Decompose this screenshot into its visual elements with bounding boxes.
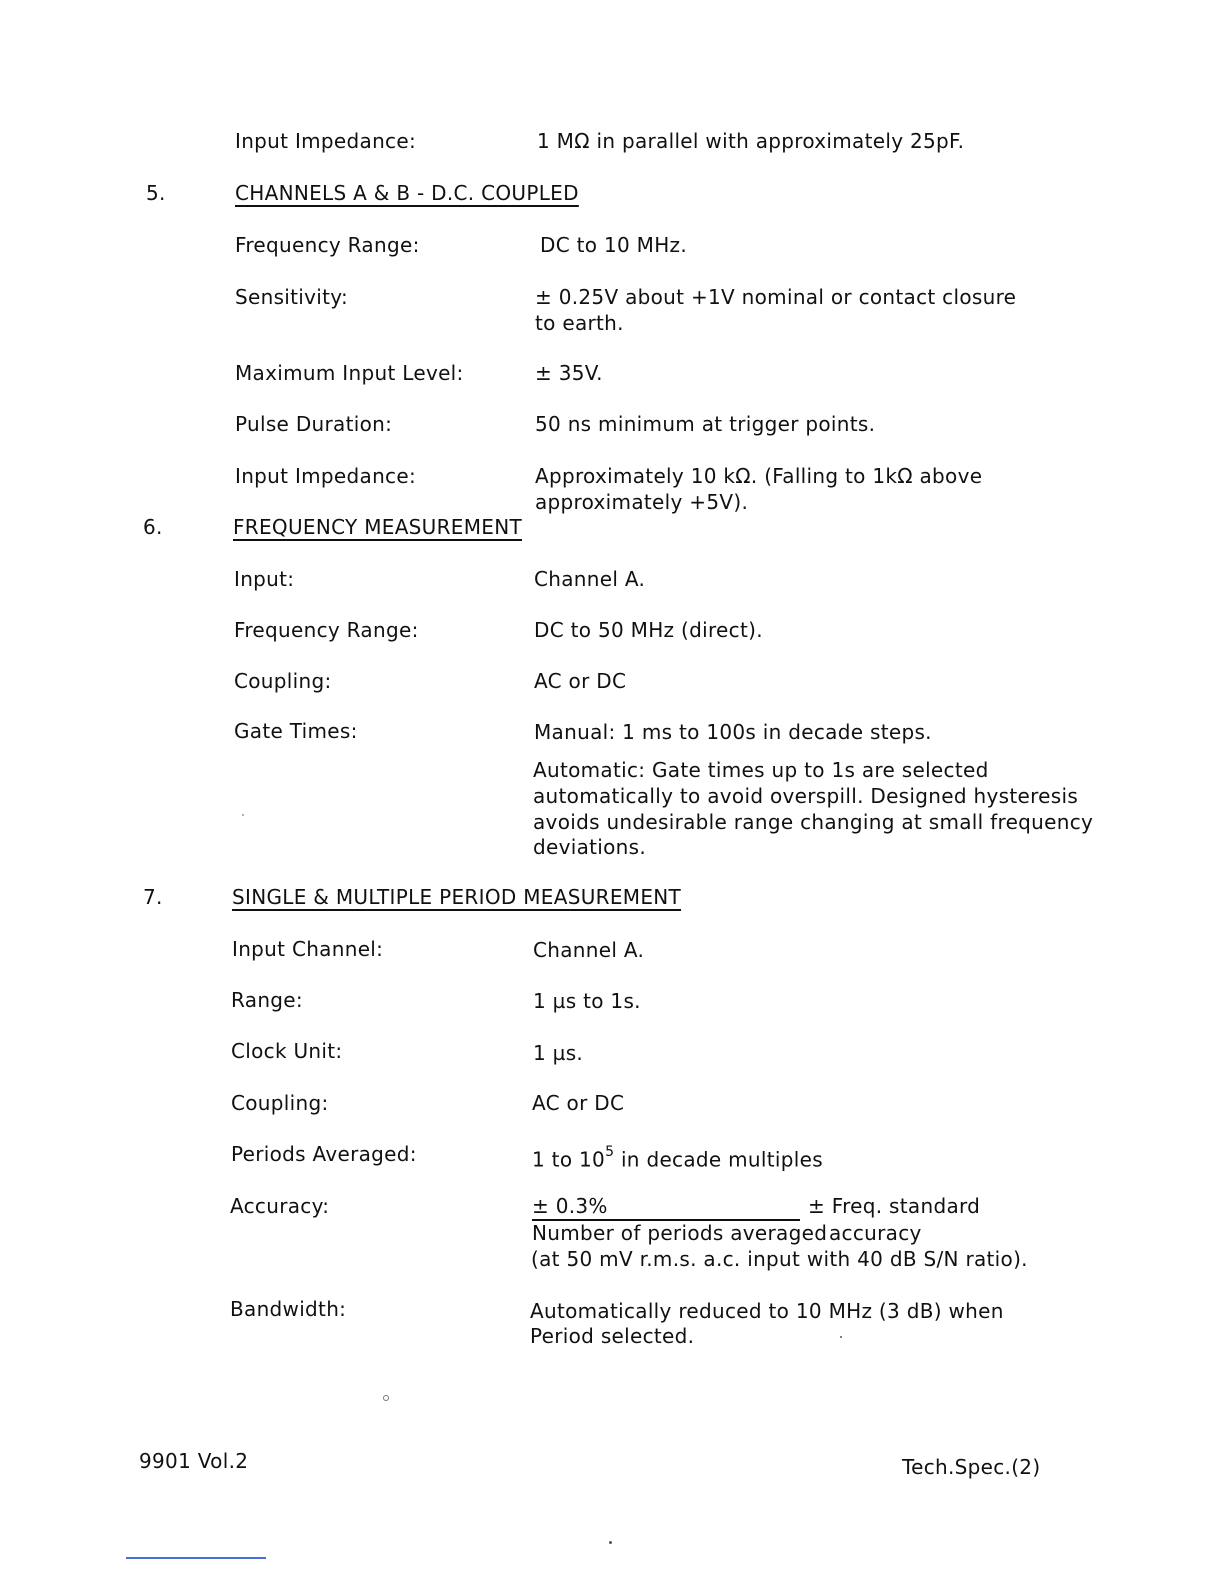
value-input-impedance: Approximately 10 kΩ. (Falling to 1kΩ above: [535, 464, 983, 488]
scan-speck: [609, 1541, 612, 1544]
accuracy-freq-standard: ± Freq. standard: [808, 1194, 981, 1218]
label-input: Input:: [234, 567, 295, 591]
label-input-impedance-top: Input Impedance:: [235, 129, 416, 153]
scan-speck: [840, 1336, 842, 1338]
periods-exponent: 5: [605, 1144, 615, 1160]
label-input-channel: Input Channel:: [232, 937, 384, 961]
accuracy-numerator-text: ± 0.3%: [532, 1193, 800, 1221]
section-heading-6: FREQUENCY MEASUREMENT: [233, 515, 523, 539]
label-input-impedance: Input Impedance:: [235, 464, 416, 488]
footer-page-ref: Tech.Spec.(2): [902, 1455, 1041, 1479]
label-periods-averaged: Periods Averaged:: [231, 1142, 417, 1166]
label-clock-unit: Clock Unit:: [231, 1039, 343, 1063]
accuracy-denominator: Number of periods averaged: [532, 1221, 828, 1245]
label-max-input-level: Maximum Input Level:: [235, 361, 464, 385]
gate-times-automatic-line-1: Automatic: Gate times up to 1s are selected: [533, 758, 989, 782]
label-accuracy: Accuracy:: [230, 1194, 330, 1218]
value-frequency-range: DC to 10 MHz.: [540, 233, 688, 257]
gate-times-automatic-line-2: automatically to avoid overspill. Designed hysteresis: [533, 784, 1079, 808]
value-input-channel: Channel A.: [533, 938, 645, 962]
label-sensitivity: Sensitivity:: [235, 285, 349, 309]
value-input: Channel A.: [534, 567, 646, 591]
value-periods-averaged: [532, 1142, 823, 1173]
section-number-7: 7.: [143, 885, 163, 909]
value-max-input-level: ± 35V.: [535, 361, 603, 385]
blue-rule: [126, 1557, 266, 1559]
accuracy-note: (at 50 mV r.m.s. a.c. input with 40 dB S/N ratio).: [531, 1247, 1028, 1271]
scan-speck: [242, 814, 244, 816]
value-sensitivity: ± 0.25V about +1V nominal or contact closure: [535, 285, 1017, 309]
periods-suffix: in decade multiples: [614, 1147, 823, 1172]
periods-base: 1 to 10: [532, 1147, 606, 1172]
label-range: Range:: [231, 988, 303, 1012]
value-sensitivity-cont: to earth.: [535, 311, 624, 335]
label-pulse-duration: Pulse Duration:: [235, 412, 393, 436]
value-coupling-6: AC or DC: [534, 669, 627, 693]
value-range: 1 µs to 1s.: [533, 989, 641, 1013]
value-coupling-7: AC or DC: [532, 1091, 625, 1115]
gate-times-automatic-line-4: deviations.: [533, 835, 647, 859]
value-input-impedance-top: 1 MΩ in parallel with approximately 25pF.: [537, 129, 965, 153]
value-clock-unit: 1 µs.: [533, 1041, 584, 1065]
value-bandwidth: Automatically reduced to 10 MHz (3 dB) when: [530, 1299, 1004, 1323]
value-gate-times-manual: Manual: 1 ms to 100s in decade steps.: [534, 720, 932, 744]
label-frequency-range: Frequency Range:: [235, 233, 420, 257]
label-frequency-range-6: Frequency Range:: [234, 618, 419, 642]
label-gate-times: Gate Times:: [234, 719, 358, 743]
gate-times-automatic-line-3: avoids undesirable range changing at small frequency: [533, 810, 1094, 834]
value-bandwidth-cont: Period selected.: [530, 1324, 695, 1348]
section-number-6: 6.: [143, 515, 163, 539]
value-frequency-range-6: DC to 50 MHz (direct).: [534, 618, 763, 642]
label-bandwidth: Bandwidth:: [230, 1297, 347, 1321]
value-pulse-duration: 50 ns minimum at trigger points.: [535, 412, 876, 436]
value-input-impedance-cont: approximately +5V).: [535, 490, 749, 514]
label-coupling-6: Coupling:: [234, 669, 332, 693]
section-number-5: 5.: [146, 181, 166, 205]
section-heading-5: CHANNELS A & B - D.C. COUPLED: [235, 181, 579, 205]
scan-speck: [383, 1395, 389, 1401]
label-coupling-7: Coupling:: [231, 1091, 329, 1115]
accuracy-label-accuracy: accuracy: [829, 1221, 922, 1245]
accuracy-numerator: [532, 1193, 800, 1221]
footer-document-id: 9901 Vol.2: [139, 1449, 249, 1473]
section-heading-7: SINGLE & MULTIPLE PERIOD MEASUREMENT: [232, 885, 682, 909]
